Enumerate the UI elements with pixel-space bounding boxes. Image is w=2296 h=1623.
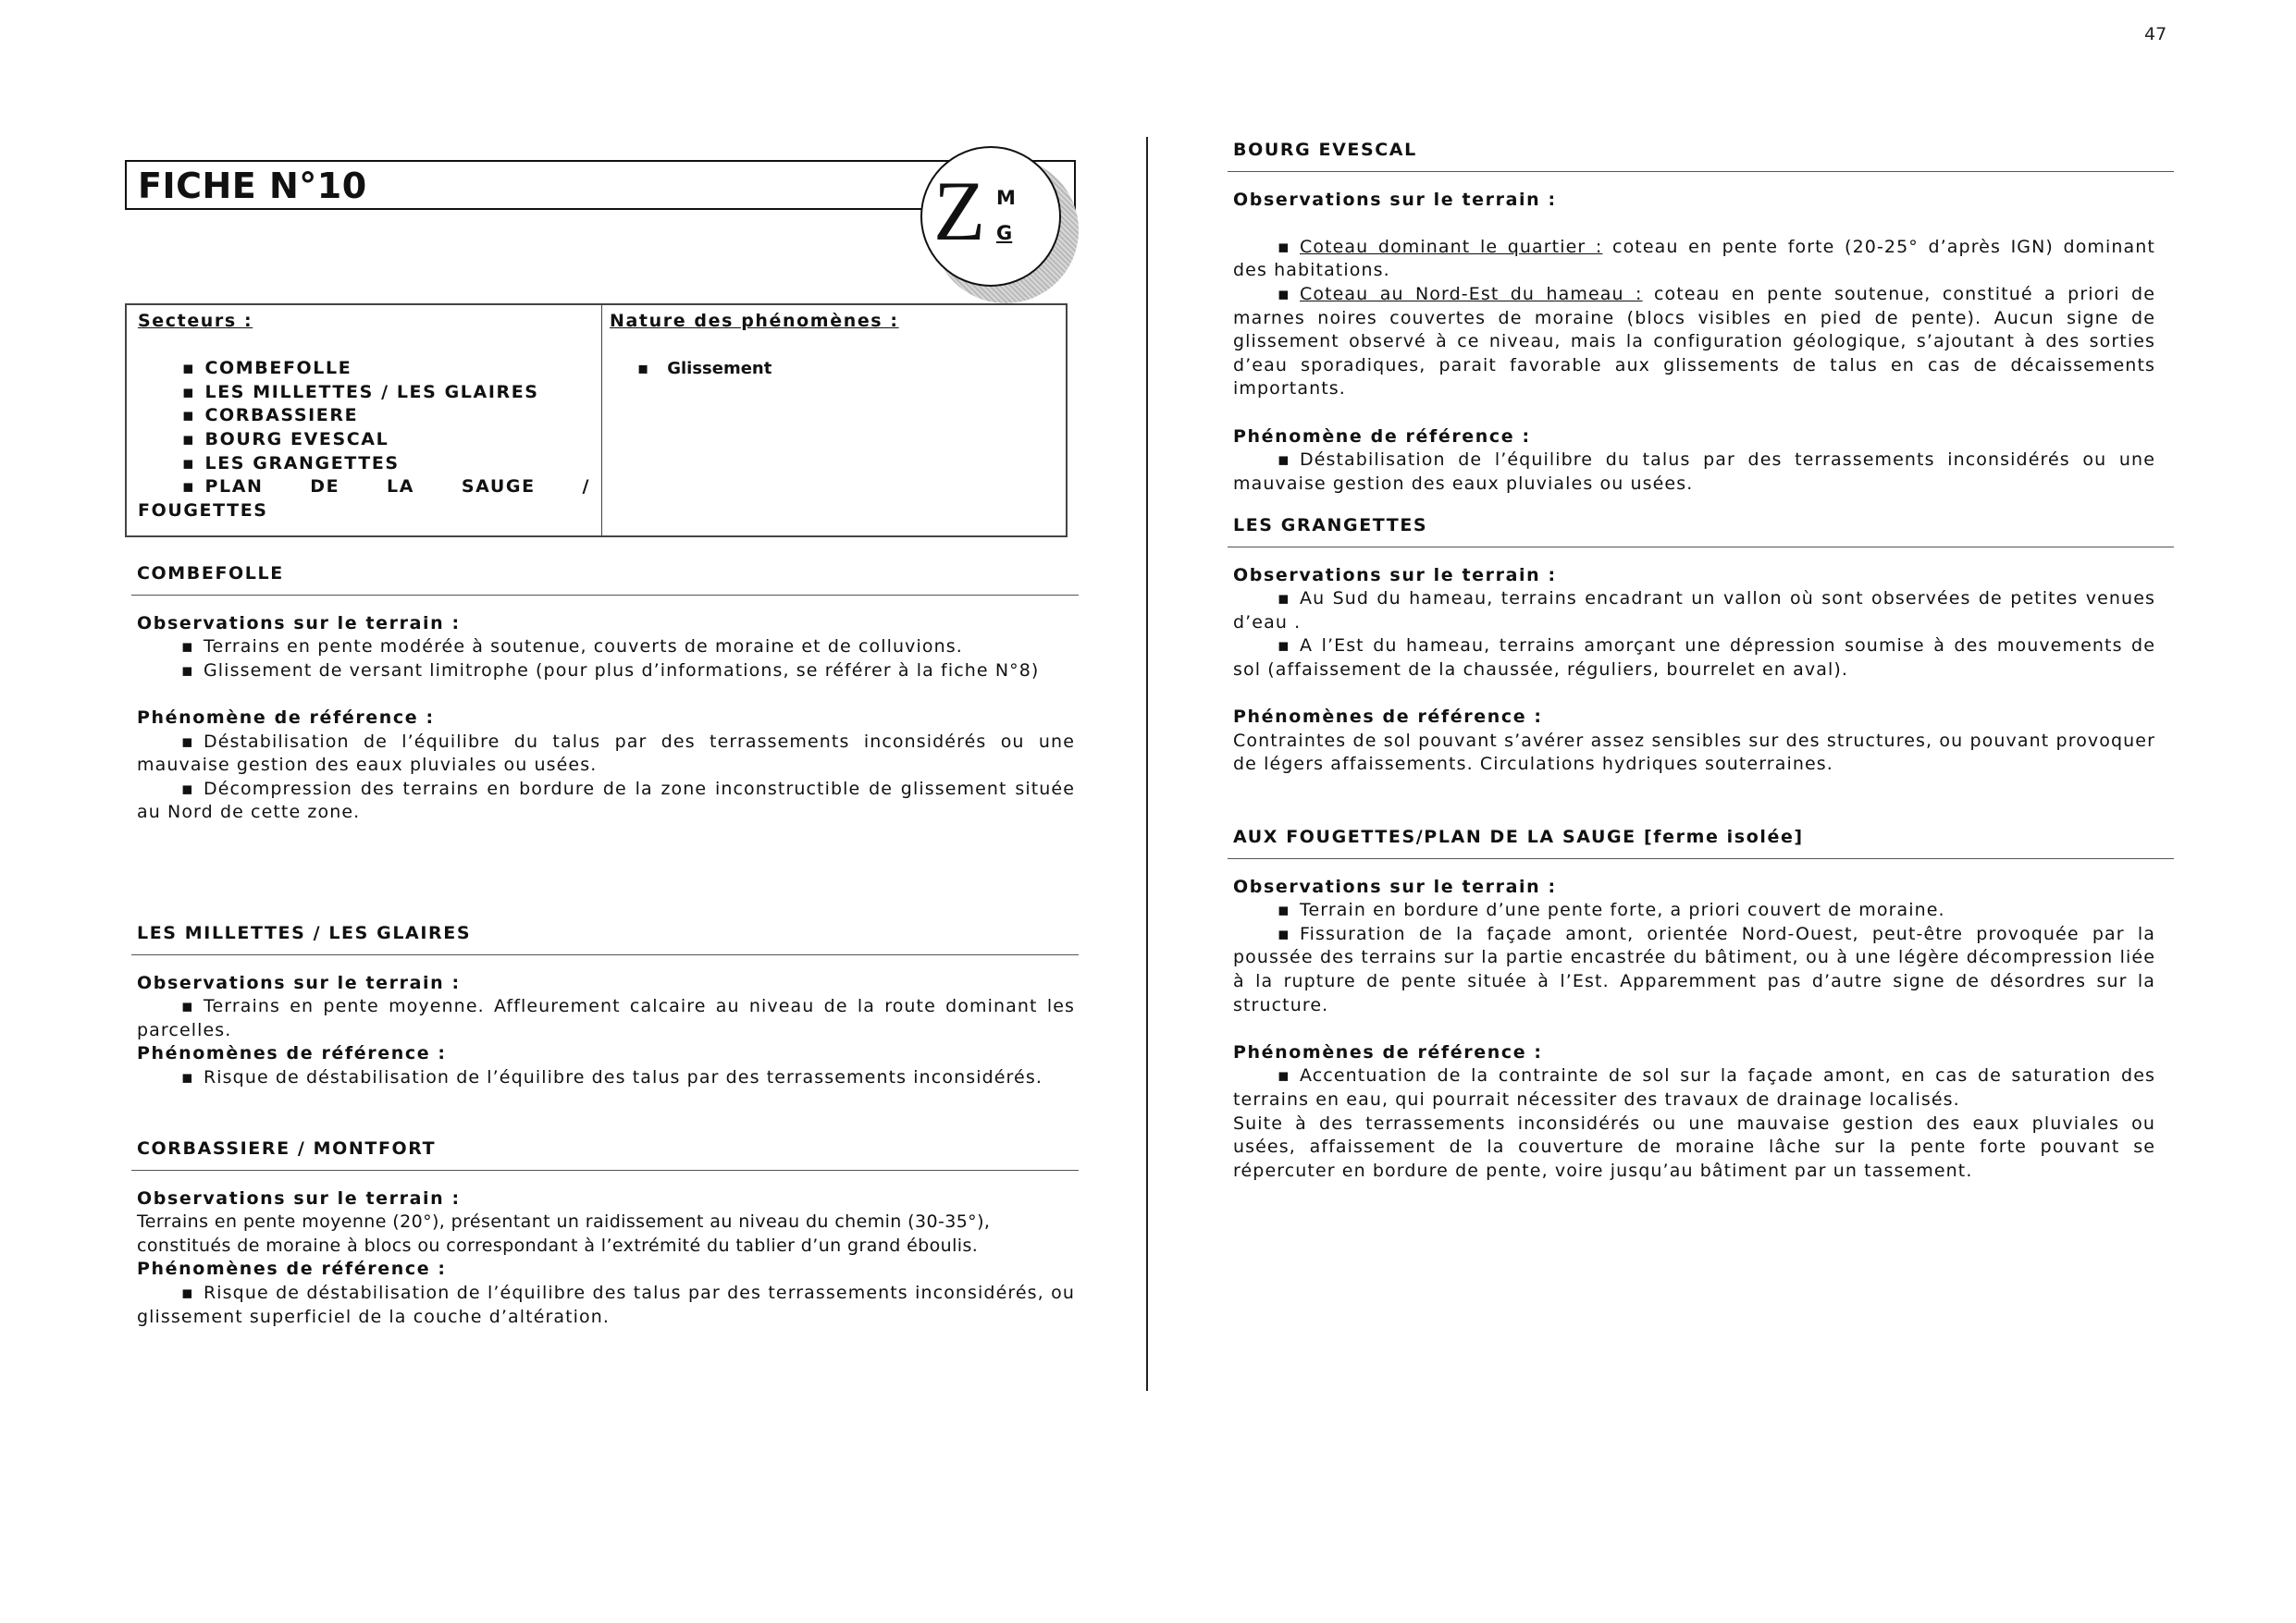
summary-table [125, 303, 1068, 537]
fiche-title: FICHE N°10 [138, 166, 367, 206]
zmg-logo [920, 146, 1061, 287]
secteur-item: ▪ COMBEFOLLE [138, 357, 590, 381]
secteur-item: ▪ LES GRANGETTES [138, 452, 590, 476]
observation-text: coteau en pente forte (20-25° d’après IGN) dominant des habitations. [1233, 236, 2155, 281]
observation-item: ▪ Terrains en pente moyenne. Affleurement calcaire au niveau de la route dominant les parcelles. [137, 995, 1075, 1042]
observation-item: ▪ Au Sud du hameau, terrains encadrant un vallon où sont observées de petites venues d’eau . [1233, 587, 2155, 634]
nature-header: Nature des phénomènes : [610, 311, 899, 331]
logo-letter-m: M [996, 187, 1016, 209]
column-divider [1146, 137, 1148, 1391]
phenomenon-item: ▪ Risque de déstabilisation de l’équilibre des talus par des terrassements inconsidérés, ou glissement superficiel de la couche d’altération. [137, 1282, 1075, 1329]
secteurs-header: Secteurs : [138, 311, 253, 331]
secteur-item: ▪ CORBASSIERE [138, 404, 590, 428]
phenomenon-label: Phénomènes de référence : [1233, 1041, 1543, 1063]
observation-item: ▪ Terrain en bordure d’une pente forte, a priori couvert de moraine. [1233, 899, 2155, 923]
phenomenon-item: ▪ Décompression des terrains en bordure de la zone inconstructible de glissement située au Nord de cette zone. [137, 778, 1075, 825]
observation-item: ▪ Terrains en pente modérée à soutenue, couverts de moraine et de colluvions. [137, 635, 1075, 659]
secteur-item: ▪ BOURG EVESCAL [138, 428, 590, 452]
observations-label: Observations sur le terrain : [137, 972, 461, 993]
phenomenon-item: ▪ Déstabilisation de l’équilibre du talus par des terrassements inconsidérés ou une mauvaise gestion des eaux pluviales ou usées. [1233, 449, 2155, 496]
phenomenon-item: ▪ Déstabilisation de l’équilibre du talus par des terrassements inconsidérés ou une mauvaise gestion des eaux pluviales ou usées. [137, 731, 1075, 778]
phenomenon-text: Contraintes de sol pouvant s’avérer assez sensibles sur des structures, ou pouvant provoquer de légers affaissements. Circulations hydriques souterraines. [1233, 730, 2155, 775]
section-millettes [137, 922, 1075, 1090]
logo-letter-g: G [996, 222, 1013, 244]
observation-lead: Coteau au Nord-Est du hameau : [1299, 283, 1643, 304]
observation-item [1233, 283, 2155, 401]
section-fougettes [1233, 826, 2155, 1183]
section-corbassiere [137, 1137, 1075, 1329]
phenomenon-label: Phénomènes de référence : [1233, 707, 1543, 728]
nature-item: ▪ Glissement [610, 357, 1055, 381]
observation-lead: Coteau dominant le quartier : [1299, 236, 1603, 257]
phenomenon-label: Phénomène de référence : [1233, 425, 1531, 447]
logo-letter-z: Z [933, 164, 986, 258]
nature-cell [602, 305, 1066, 535]
secteur-item: ▪ PLAN DE LA SAUGE / FOUGETTES [138, 475, 590, 523]
observations-label: Observations sur le terrain : [137, 1187, 461, 1209]
section-title: AUX FOUGETTES/PLAN DE LA SAUGE [ferme isolée] [1228, 826, 2174, 859]
phenomenon-label: Phénomènes de référence : [137, 1259, 447, 1280]
section-grangettes [1233, 514, 2155, 777]
section-title: LES MILLETTES / LES GLAIRES [131, 922, 1079, 955]
phenomenon-item: ▪ Risque de déstabilisation de l’équilibre des talus par des terrassements inconsidérés. [137, 1066, 1075, 1090]
observation-text: coteau en pente soutenue, constitué a priori de marnes noires couvertes de moraine (blocs visibles en pied de pente). Aucun signe de glissement observé à ce niveau, mais la configuration géologique, s’ajoutant à des sorties d’eau sporadiques, parait favorable aux glissements de talus en cas de décaissements importants. [1233, 283, 2155, 400]
section-title: BOURG EVESCAL [1228, 139, 2174, 172]
observation-item: ▪ Fissuration de la façade amont, orientée Nord-Ouest, peut-être provoquée par la poussée des terrains sur la partie encastrée du bâtiment, ou à une légère décompression liée à la rupture de pente située à l’Est. Apparemment pas d’autre signe de désordres sur la structure. [1233, 923, 2155, 1017]
phenomenon-text: Suite à des terrassements inconsidérés ou une mauvaise gestion des eaux pluviales ou usées, affaissement de la couverture de moraine lâche sur la pente forte pouvant se répercuter en bordure de pente, voire jusqu’au bâtiment par un tassement. [1233, 1113, 2155, 1181]
observations-label: Observations sur le terrain : [1233, 876, 1557, 897]
phenomenon-item: ▪ Accentuation de la contrainte de sol sur la façade amont, en cas de saturation des terrains en eau, qui pourrait nécessiter des travaux de drainage localisés. [1233, 1064, 2155, 1112]
section-title: CORBASSIERE / MONTFORT [131, 1137, 1079, 1171]
observation-text: Terrains en pente moyenne (20°), présentant un raidissement au niveau du chemin (30-35°), constitués de moraine à blocs ou correspondant à l’extrémité du tablier d’un grand éboulis. [137, 1211, 991, 1256]
section-bourg-evescal [1233, 139, 2155, 496]
observations-label: Observations sur le terrain : [1233, 189, 1557, 210]
observation-item [1233, 236, 2155, 283]
section-title: COMBEFOLLE [131, 562, 1079, 596]
secteur-item: ▪ LES MILLETTES / LES GLAIRES [138, 381, 590, 405]
section-combefolle [137, 562, 1075, 825]
page-number: 47 [2144, 24, 2167, 44]
phenomenon-label: Phénomène de référence : [137, 707, 435, 728]
observation-item: ▪ A l’Est du hameau, terrains amorçant une dépression soumise à des mouvements de sol (affaissement de la chaussée, réguliers, bourrelet en aval). [1233, 634, 2155, 682]
secteurs-cell [127, 305, 602, 535]
observations-label: Observations sur le terrain : [1233, 564, 1557, 585]
observations-label: Observations sur le terrain : [137, 612, 461, 633]
phenomenon-label: Phénomènes de référence : [137, 1043, 447, 1064]
observation-item: ▪ Glissement de versant limitrophe (pour plus d’informations, se référer à la fiche N°8) [137, 659, 1075, 683]
section-title: LES GRANGETTES [1228, 514, 2174, 547]
